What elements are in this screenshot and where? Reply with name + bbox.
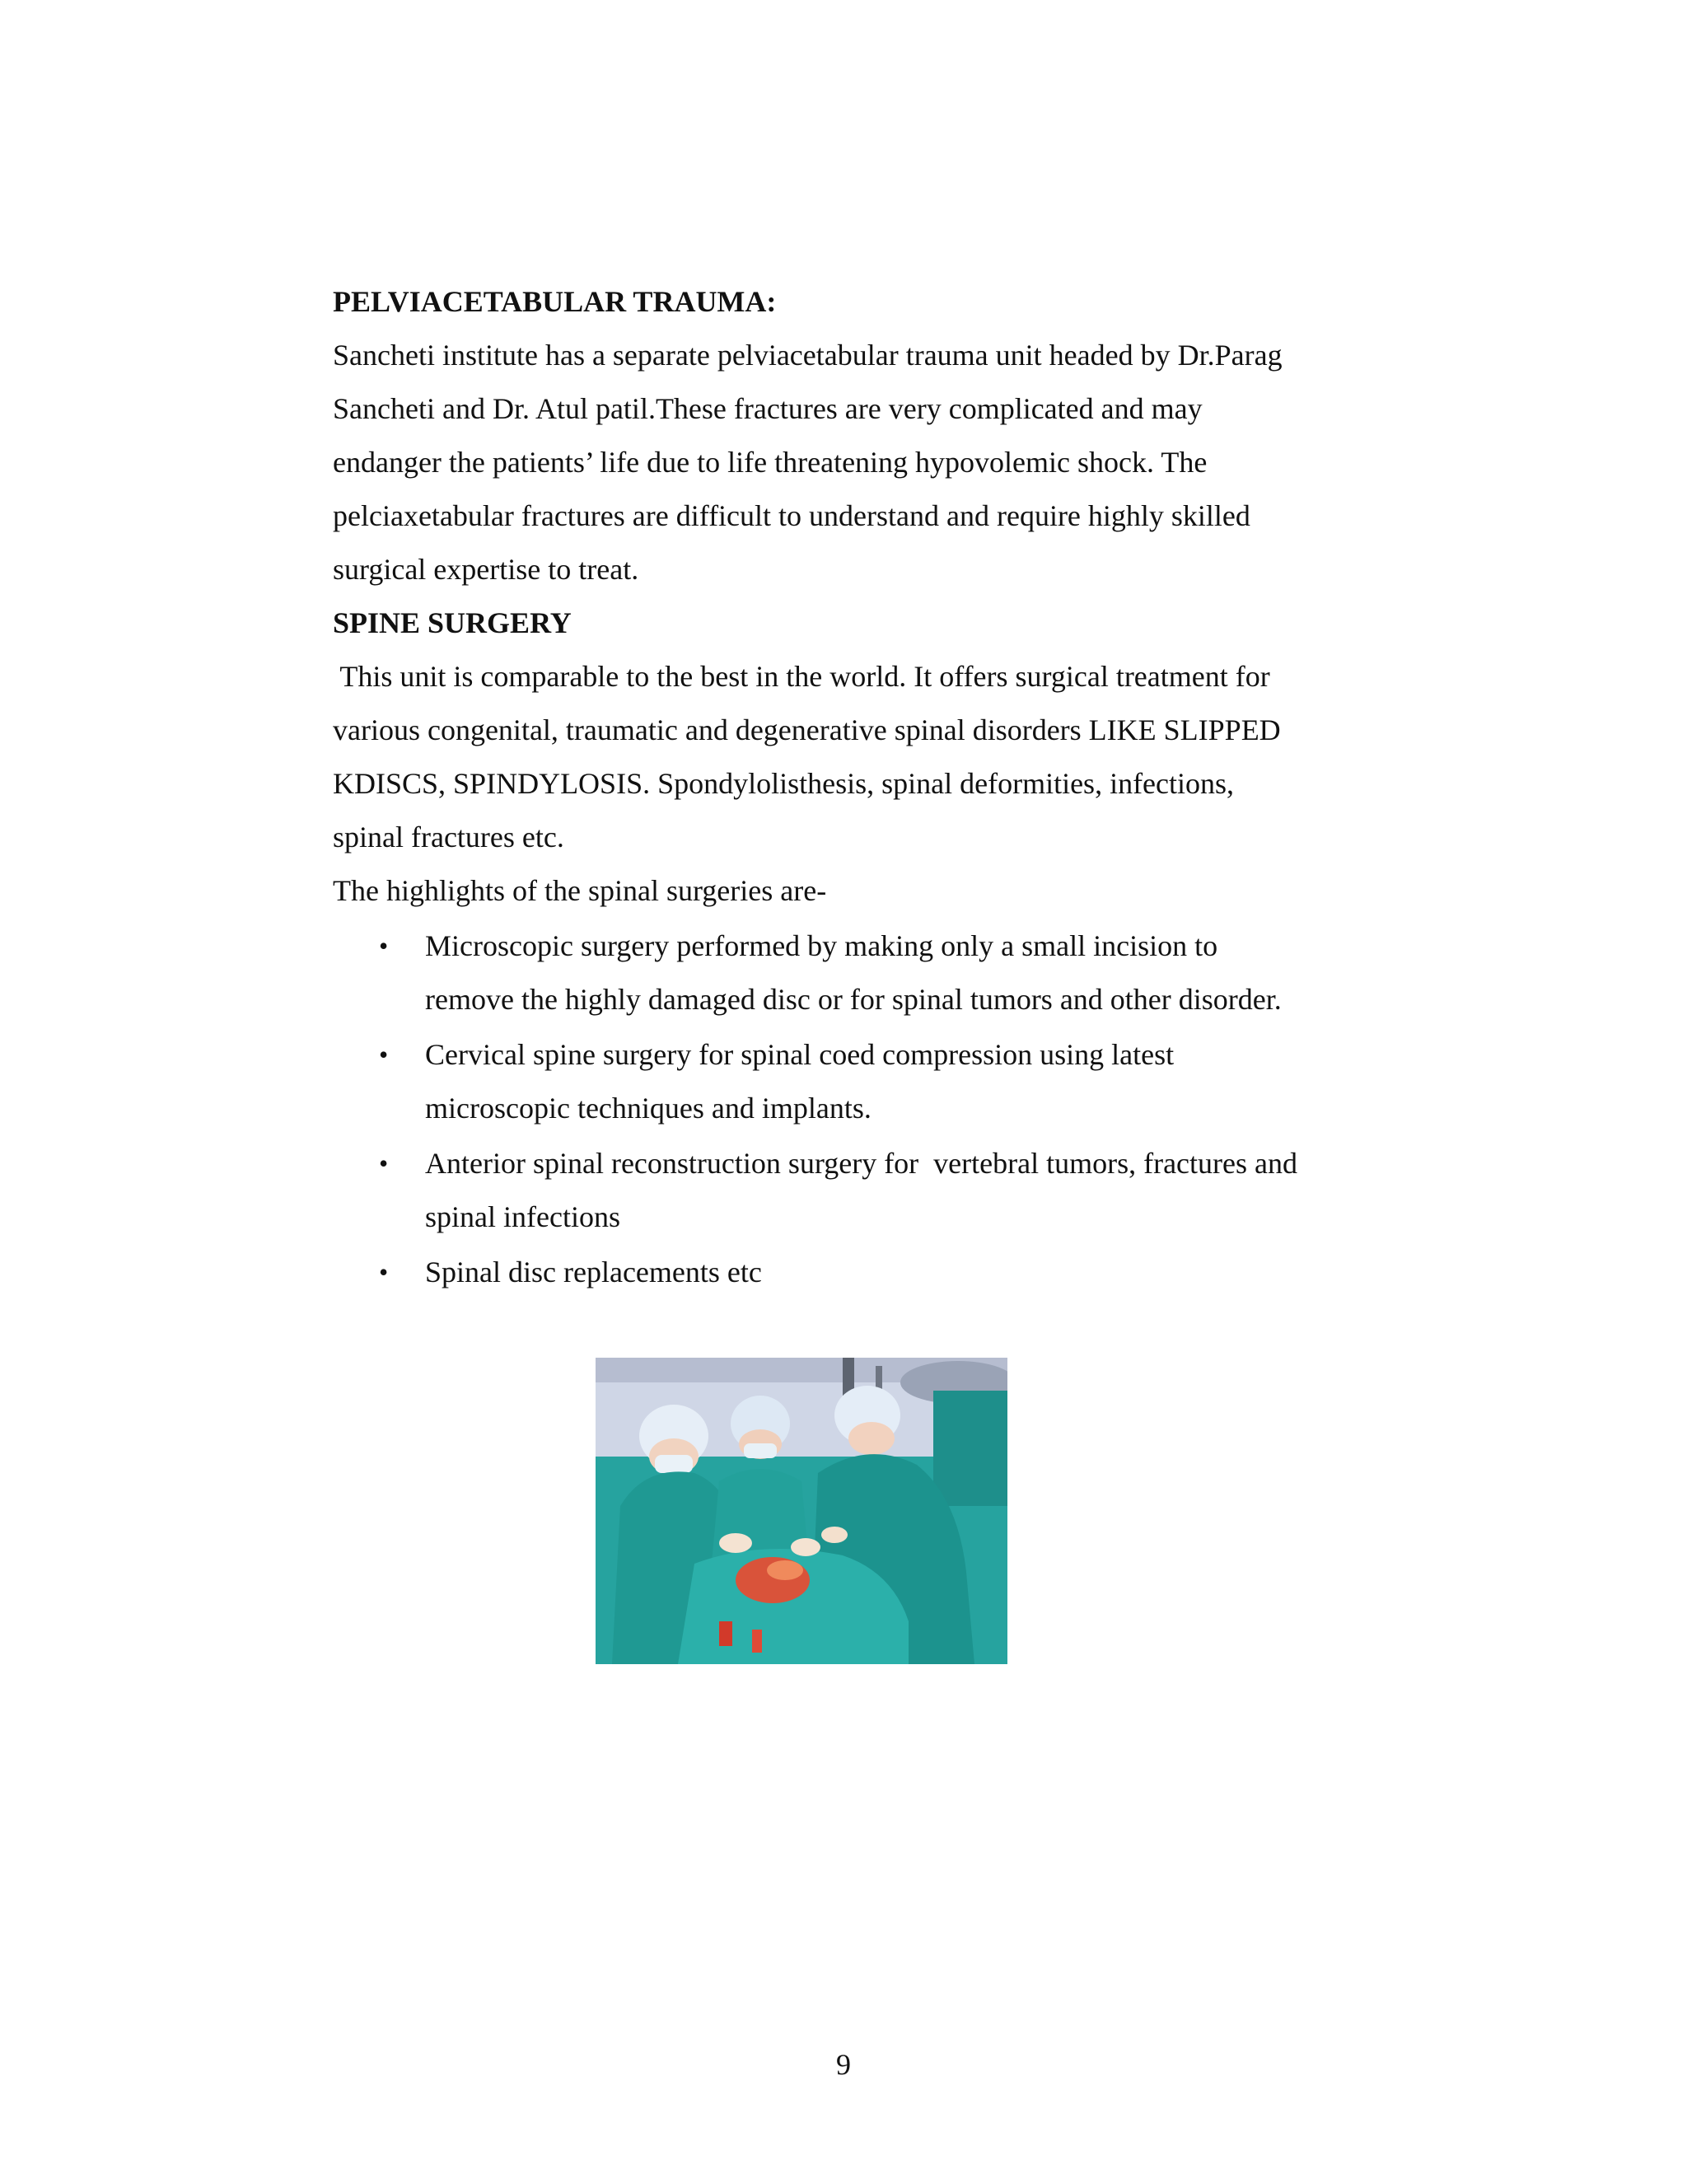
surgery-team-photo bbox=[596, 1358, 1007, 1664]
paragraph-line: various congenital, traumatic and degenerative spinal disorders LIKE SLIPPED bbox=[333, 713, 1281, 746]
paragraph-line: endanger the patients’ life due to life threatening hypovolemic shock. The bbox=[333, 446, 1208, 479]
spine-surgery-paragraph bbox=[333, 650, 1371, 918]
list-item bbox=[333, 1246, 1371, 1299]
page-content bbox=[333, 275, 1371, 1301]
paragraph-line: This unit is comparable to the best in the world. It offers surgical treatment for bbox=[333, 660, 1270, 693]
list-item bbox=[333, 1137, 1371, 1244]
spine-highlights-list bbox=[333, 919, 1371, 1299]
bullet-icon: • bbox=[379, 1257, 389, 1287]
paragraph-line: Sancheti and Dr. Atul patil.These fractures are very complicated and may bbox=[333, 392, 1203, 425]
list-item-line: spinal infections bbox=[425, 1200, 620, 1233]
paragraph-line: Sancheti institute has a separate pelviacetabular trauma unit headed by Dr.Parag bbox=[333, 339, 1283, 372]
section-heading-spine-surgery: SPINE SURGERY bbox=[333, 606, 572, 639]
list-item-line: microscopic techniques and implants. bbox=[425, 1092, 872, 1125]
list-item-line: Spinal disc replacements etc bbox=[425, 1256, 762, 1288]
list-item bbox=[333, 1028, 1371, 1135]
paragraph-line: KDISCS, SPINDYLOSIS. Spondylolisthesis, spinal deformities, infections, bbox=[333, 767, 1235, 800]
list-item bbox=[333, 919, 1371, 1027]
pelviacetabular-paragraph bbox=[333, 329, 1371, 596]
bullet-icon: • bbox=[379, 931, 389, 961]
list-item-line: remove the highly damaged disc or for spinal tumors and other disorder. bbox=[425, 983, 1282, 1016]
paragraph-line: surgical expertise to treat. bbox=[333, 553, 639, 586]
paragraph-line: spinal fractures etc. bbox=[333, 821, 564, 853]
section-heading-pelviacetabular: PELVIACETABULAR TRAUMA: bbox=[333, 285, 777, 318]
paragraph-line: The highlights of the spinal surgeries are- bbox=[333, 874, 827, 907]
bullet-icon: • bbox=[379, 1040, 389, 1069]
page-number: 9 bbox=[836, 2048, 851, 2081]
list-item-line: Microscopic surgery performed by making only a small incision to bbox=[425, 929, 1218, 962]
paragraph-line: pelciaxetabular fractures are difficult to understand and require highly skilled bbox=[333, 499, 1250, 532]
list-item-line: Cervical spine surgery for spinal coed compression using latest bbox=[425, 1038, 1175, 1071]
bullet-icon: • bbox=[379, 1148, 389, 1178]
list-item-line: Anterior spinal reconstruction surgery for vertebral tumors, fractures and bbox=[425, 1147, 1297, 1180]
